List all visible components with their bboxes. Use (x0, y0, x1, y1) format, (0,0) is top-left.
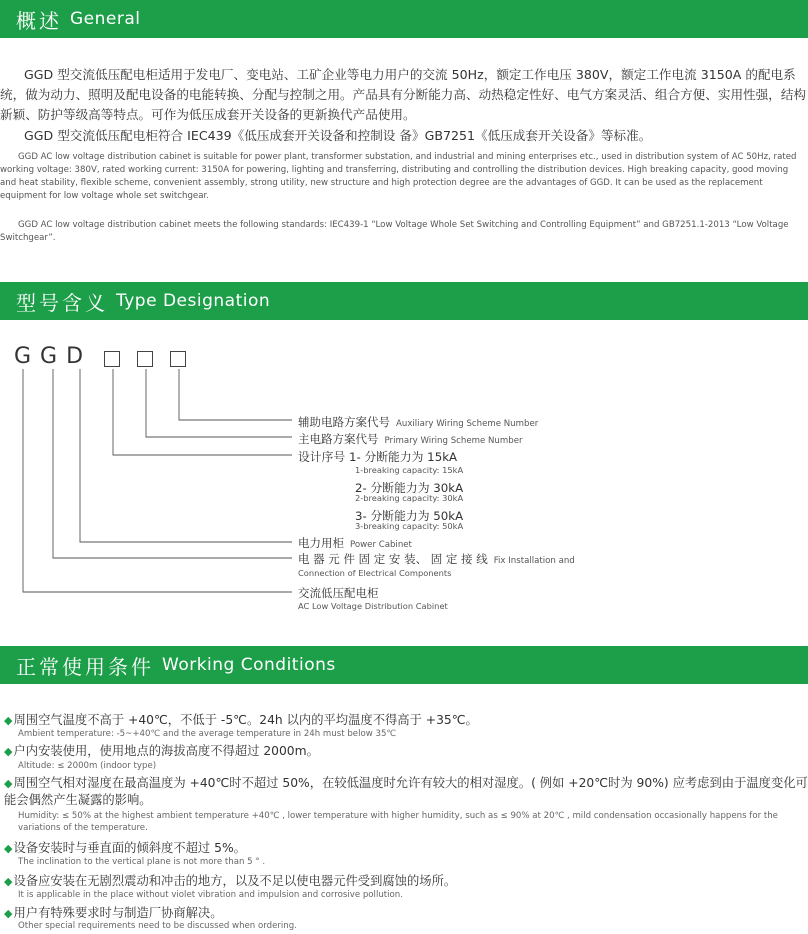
section-header-working-conditions (0, 646, 808, 684)
designation-serial-2-en: 2-breaking capacity: 30kA (355, 493, 464, 503)
designation-serial-3-en: 3-breaking capacity: 50kA (355, 521, 464, 531)
section-title-zh: 概述 (16, 8, 62, 33)
section-title-en: General (70, 9, 141, 29)
condition-1-en: Ambient temperature: -5~+40℃ and the average temperature in 24h must below 35℃ (18, 729, 397, 739)
condition-2: ◆户内安装使用，使用地点的海拔高度不得超过 2000m。 (4, 744, 319, 758)
general-paragraph-1-en: GGD AC low voltage distribution cabinet is suitable for power plant, transformer substation, and industrial and mining enterprises etc., used in distribution system of AC 50Hz, rated working voltage: 380V, rated working current: 3150A for powering, lighting and transferring, distributing and controlling the distribution devices. High breaking capacity, good moving and heat stability, flexible scheme, convenient assembly, strong utility, new structure and high protection degree are the advantages of GGD. It can be used as the replacement equipment for low voltage whole set switchgear. (0, 152, 797, 201)
designation-primary-scheme: 主电路方案代号 Primary Wiring Scheme Number (298, 432, 523, 446)
general-paragraph-2-zh: GGD 型交流低压配电柜符合 IEC439《低压成套开关设备和控制设 备》GB7251《低压成套开关设备》等标准。 (24, 128, 652, 143)
bullet-diamond-icon: ◆ (4, 842, 13, 855)
designation-serial-3: 3- 分断能力为 50kA (355, 509, 464, 523)
section-title-zh: 型号含义 (16, 290, 108, 315)
designation-design-serial-en: 1-breaking capacity: 15kA (355, 465, 464, 475)
condition-5-en: It is applicable in the place without violet vibration and impulsion and corrosive pollution. (18, 890, 403, 900)
condition-3-en: Humidity: ≤ 50% at the highest ambient temperature +40℃ , lower temperature with higher humidity, such as ≤ 90% at 20℃ , mild condensation occasionally happens for the variations of the temperature. (18, 811, 778, 833)
bullet-diamond-icon: ◆ (4, 745, 13, 758)
condition-1: ◆周围空气温度不高于 +40℃，不低于 -5℃。24h 以内的平均温度不得高于 +35℃。 (4, 713, 478, 727)
condition-4: ◆设备安装时与垂直面的倾斜度不超过 5%。 (4, 841, 246, 855)
bullet-diamond-icon: ◆ (4, 714, 13, 727)
designation-fix-installation: 电 器 元 件 固 定 安 装、 固 定 接 线 Fix Installation and (298, 552, 575, 566)
section-title-zh: 正常使用条件 (16, 654, 154, 679)
condition-3: ◆周围空气相对湿度在最高温度为 +40℃时不超过 50%，在较低温度时允许有较大的相对湿度。( 例如 +20℃时为 90%) 应考虑到由于温度变化可能会偶然产生凝露的影响。 (4, 776, 808, 807)
section-title-en: Type Designation (116, 291, 271, 311)
bullet-diamond-icon: ◆ (4, 777, 13, 790)
model-code: GGD (14, 344, 93, 369)
designation-ac-cabinet-en: AC Low Voltage Distribution Cabinet (298, 601, 448, 611)
bullet-diamond-icon: ◆ (4, 875, 13, 888)
condition-2-en: Altitude: ≤ 2000m (indoor type) (18, 761, 157, 771)
condition-6-en: Other special requirements need to be discussed when ordering. (18, 921, 297, 931)
bullet-diamond-icon: ◆ (4, 907, 13, 920)
designation-design-serial: 设计序号 1- 分断能力为 15kA (298, 450, 458, 464)
designation-aux-scheme: 辅助电路方案代号 Auxiliary Wiring Scheme Number (298, 415, 539, 429)
general-paragraph-1-zh: GGD 型交流低压配电柜适用于发电厂、变电站、工矿企业等电力用户的交流 50Hz，额定工作电压 380V，额定工作电流 3150A 的配电系统，做为动力、照明及配电设备的电能转换、分配与控制之用。产品具有分断能力高、动热稳定性好、电气方案灵活、组合方便、实用性强，结构新颖、防护等级高等特点。可作为低压成套开关设备的更新换代产品使用。 (0, 67, 806, 122)
designation-fix-installation-en2: Connection of Electrical Components (298, 568, 452, 578)
designation-serial-2: 2- 分断能力为 30kA (355, 481, 464, 495)
condition-5: ◆设备应安装在无剧烈震动和冲击的地方，以及不足以使电器元件受到腐蚀的场所。 (4, 874, 457, 888)
general-paragraph-2-en: GGD AC low voltage distribution cabinet meets the following standards: IEC439-1 “Low Voltage Whole Set Switching and Controlling Equipment” and GB7251.1-2013 “Low Voltage Switchgear”. (0, 220, 789, 243)
designation-ac-cabinet: 交流低压配电柜 (298, 586, 379, 600)
designation-power-cabinet: 电力用柜 Power Cabinet (298, 536, 412, 550)
section-title-en: Working Conditions (162, 655, 336, 675)
condition-4-en: The inclination to the vertical plane is not more than 5 ° . (18, 857, 266, 867)
condition-6: ◆用户有特殊要求时与制造厂协商解决。 (4, 906, 223, 920)
